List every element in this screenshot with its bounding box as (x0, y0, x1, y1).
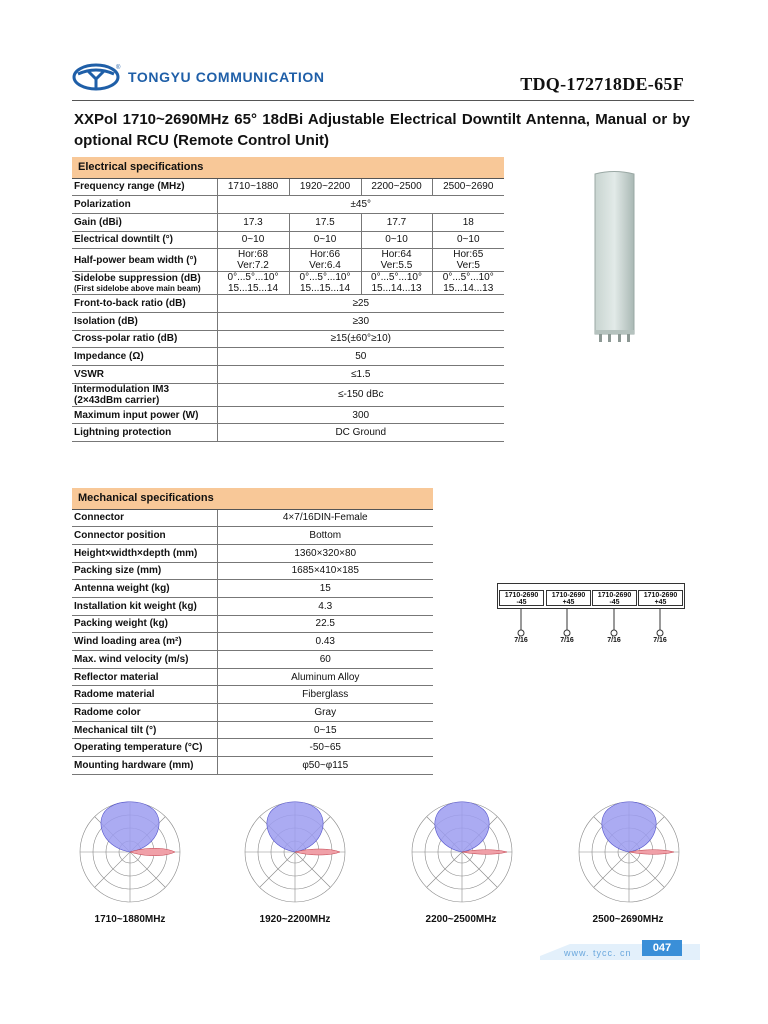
mech-row (72, 527, 433, 545)
lightning-row (72, 424, 504, 442)
connector-label: 7/16 (653, 637, 667, 644)
port-label (638, 590, 683, 606)
pattern-caption: 1710~1880MHz (94, 914, 166, 925)
max-power-value: 300 (217, 406, 504, 424)
sidelobe-values: 15...14...13 (371, 283, 422, 295)
sidelobe-label (72, 272, 217, 295)
polarization-label: Polarization (72, 196, 217, 214)
impedance-label: Impedance (Ω) (72, 348, 217, 366)
mech-value: 0~15 (217, 721, 433, 739)
company-name: TONGYU COMMUNICATION (128, 69, 325, 85)
tongyu-logo (72, 62, 122, 92)
downtilt-cell: 0~10 (432, 231, 504, 249)
sidelobe-angles: 0°...5°...10° (442, 272, 494, 284)
sidelobe-cell (217, 272, 289, 295)
beam-ver: Ver:5.5 (380, 260, 413, 272)
mech-row (72, 739, 433, 757)
mech-label: Reflector material (72, 668, 217, 686)
product-title: XXPol 1710~2690MHz 65° 18dBi Adjustable Electrical Downtilt Antenna, Manual or by optional RCU (Remote Control Unit) (74, 111, 690, 149)
impedance-row (72, 348, 504, 366)
sidelobe-cell (289, 272, 361, 295)
band-cell: 1920~2200 (289, 178, 361, 196)
mech-row (72, 668, 433, 686)
port-band: 1710-2690 (597, 592, 632, 599)
radiation-pattern-plot (75, 797, 185, 907)
connector-label: 7/16 (514, 637, 528, 644)
pattern-caption: 2500~2690MHz (592, 914, 664, 925)
mech-label: Mechanical tilt (°) (72, 721, 217, 739)
beamwidth-cell (361, 249, 432, 272)
mech-label: Antenna weight (kg) (72, 580, 217, 598)
vswr-row (72, 366, 504, 384)
sidelobe-cell (361, 272, 432, 295)
mech-value: 1685×410×185 (217, 562, 433, 580)
lightning-value: DC Ground (217, 424, 504, 442)
beam-ver: Ver:5 (456, 260, 480, 272)
beamwidth-row (72, 249, 504, 272)
mech-label: Height×width×depth (mm) (72, 544, 217, 562)
mech-value: 0.43 (217, 633, 433, 651)
mech-label: Wind loading area (m²) (72, 633, 217, 651)
website-text: www. tycc. cn (564, 948, 632, 958)
mech-value: -50~65 (217, 739, 433, 757)
connector-label: 7/16 (560, 637, 574, 644)
lightning-label: Lightning protection (72, 424, 217, 442)
downtilt-cell: 0~10 (217, 231, 289, 249)
front-to-back-row (72, 295, 504, 313)
pattern-caption: 2200~2500MHz (425, 914, 497, 925)
mech-label: Max. wind velocity (m/s) (72, 651, 217, 669)
mech-label: Packing weight (kg) (72, 615, 217, 633)
port-band: 1710-2690 (643, 592, 678, 599)
im3-title: Intermodulation IM3 (74, 383, 169, 395)
mech-value: 15 (217, 580, 433, 598)
sidelobe-angles: 0°...5°...10° (227, 272, 279, 284)
mech-label: Operating temperature (°C) (72, 739, 217, 757)
mech-value: 1360×320×80 (217, 544, 433, 562)
sidelobe-values: 15...15...14 (227, 283, 279, 295)
mech-row (72, 562, 433, 580)
max-power-row (72, 406, 504, 424)
im3-subtitle: (2×43dBm carrier) (74, 394, 160, 406)
gain-cell: 17.3 (217, 213, 289, 231)
mech-value: Fiberglass (217, 686, 433, 704)
downtilt-label: Electrical downtilt (°) (72, 231, 217, 249)
mech-row (72, 721, 433, 739)
mech-label: Installation kit weight (kg) (72, 597, 217, 615)
connector-lines (497, 608, 685, 638)
mech-value: 4×7/16DIN-Female (217, 509, 433, 527)
port-label (499, 590, 544, 606)
mech-value: Bottom (217, 527, 433, 545)
band-cell: 2500~2690 (432, 178, 504, 196)
cross-polar-row (72, 330, 504, 348)
mechanical-heading: Mechanical specifications (72, 488, 433, 509)
mech-row (72, 686, 433, 704)
mech-row (72, 597, 433, 615)
port-polarization: -45 (609, 599, 620, 606)
band-cell: 1710~1880 (217, 178, 289, 196)
mech-label: Radome color (72, 704, 217, 722)
beamwidth-label: Half-power beam width (°) (72, 249, 217, 272)
mech-row (72, 757, 433, 775)
header-divider (72, 100, 694, 101)
electrical-spec-table (72, 157, 504, 442)
mech-label: Connector position (72, 527, 217, 545)
downtilt-row (72, 231, 504, 249)
sidelobe-values: 15...15...14 (299, 283, 351, 295)
antenna-image (591, 170, 638, 345)
beamwidth-cell (289, 249, 361, 272)
beam-ver: Ver:7.2 (237, 260, 269, 272)
port-polarization: -45 (516, 599, 527, 606)
front-to-back-label: Front-to-back ratio (dB) (72, 295, 217, 313)
mech-row (72, 633, 433, 651)
port-label (546, 590, 591, 606)
beam-hor: Hor:65 (453, 249, 484, 261)
gain-cell: 18 (432, 213, 504, 231)
mech-value: 4.3 (217, 597, 433, 615)
max-power-label: Maximum input power (W) (72, 406, 217, 424)
polarization-value: ±45° (217, 196, 504, 214)
isolation-row (72, 312, 504, 330)
sidelobe-angles: 0°...5°...10° (299, 272, 351, 284)
radiation-pattern-plot (574, 797, 684, 907)
mech-label: Mounting hardware (mm) (72, 757, 217, 775)
model-number: TDQ-172718DE-65F (520, 74, 684, 94)
pattern-caption: 1920~2200MHz (259, 914, 331, 925)
band-cell: 2200~2500 (361, 178, 432, 196)
cross-polar-label: Cross-polar ratio (dB) (72, 330, 217, 348)
sidelobe-subtitle: (First sidelobe above main beam) (74, 284, 201, 294)
frequency-label: Frequency range (MHz) (72, 178, 217, 196)
frequency-row (72, 178, 504, 196)
isolation-value: ≥30 (217, 312, 504, 330)
connector-label: 7/16 (607, 637, 621, 644)
mech-row (72, 544, 433, 562)
mech-label: Connector (72, 509, 217, 527)
mech-value: Aluminum Alloy (217, 668, 433, 686)
beamwidth-cell (217, 249, 289, 272)
gain-label: Gain (dBi) (72, 213, 217, 231)
svg-text:®: ® (116, 65, 121, 71)
port-band: 1710-2690 (504, 592, 539, 599)
intermodulation-row (72, 383, 504, 406)
beamwidth-cell (432, 249, 504, 272)
gain-row (72, 213, 504, 231)
beam-hor: Hor:68 (237, 249, 268, 261)
mech-row (72, 580, 433, 598)
port-polarization: +45 (562, 599, 575, 606)
radiation-pattern-plot (240, 797, 350, 907)
cross-polar-value: ≥15(±60°≥10) (217, 330, 504, 348)
beam-hor: Hor:64 (381, 249, 412, 261)
mech-value: φ50~φ115 (217, 757, 433, 775)
sidelobe-values: 15...14...13 (443, 283, 494, 295)
polarization-row (72, 196, 504, 214)
mech-row (72, 509, 433, 527)
electrical-heading: Electrical specifications (72, 157, 504, 178)
mech-row (72, 704, 433, 722)
gain-cell: 17.5 (289, 213, 361, 231)
sidelobe-row (72, 272, 504, 295)
intermodulation-label (72, 383, 217, 406)
mechanical-spec-table (72, 488, 433, 775)
isolation-label: Isolation (dB) (72, 312, 217, 330)
beam-ver: Ver:6.4 (309, 260, 341, 272)
sidelobe-cell (432, 272, 504, 295)
gain-cell: 17.7 (361, 213, 432, 231)
vswr-label: VSWR (72, 366, 217, 384)
downtilt-cell: 0~10 (289, 231, 361, 249)
vswr-value: ≤1.5 (217, 366, 504, 384)
front-to-back-value: ≥25 (217, 295, 504, 313)
mech-value: 22.5 (217, 615, 433, 633)
mech-value: 60 (217, 651, 433, 669)
mech-value: Gray (217, 704, 433, 722)
downtilt-cell: 0~10 (361, 231, 432, 249)
sidelobe-title: Sidelobe suppression (dB) (74, 273, 201, 285)
mech-label: Radome material (72, 686, 217, 704)
intermodulation-value: ≤-150 dBc (217, 383, 504, 406)
page-number: 047 (642, 940, 682, 956)
impedance-value: 50 (217, 348, 504, 366)
sidelobe-angles: 0°...5°...10° (371, 272, 422, 284)
mech-label: Packing size (mm) (72, 562, 217, 580)
radiation-pattern-plot (407, 797, 517, 907)
beam-hor: Hor:66 (309, 249, 340, 261)
port-polarization: +45 (654, 599, 667, 606)
mech-row (72, 651, 433, 669)
port-label (592, 590, 637, 606)
mech-row (72, 615, 433, 633)
port-band: 1710-2690 (551, 592, 586, 599)
